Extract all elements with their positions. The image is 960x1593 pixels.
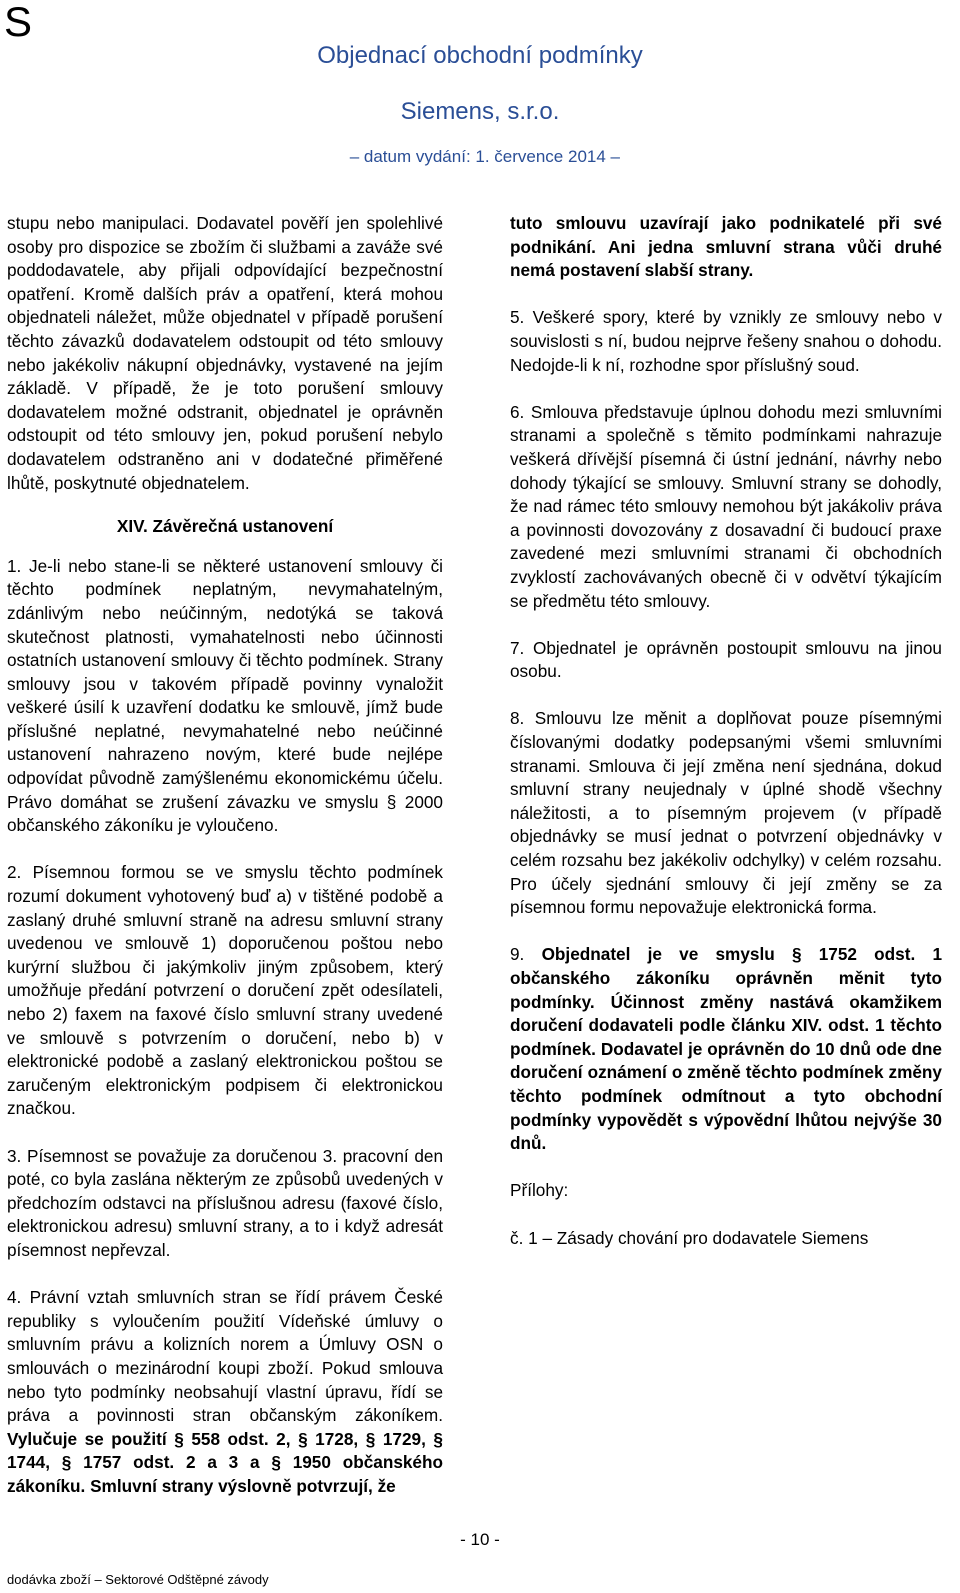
paragraph-clause-4 xyxy=(7,1286,443,1498)
footer-text: dodávka zboží – Sektorové Odštěpné závody xyxy=(7,1572,269,1587)
paragraph-clause-4-continued: tuto smlouvu uzavírají jako podnikatelé při své podnikání. Ani jedna smluvní strana vůči druhé nemá postavení slabší strany. xyxy=(510,213,942,281)
company-name: Siemens, s.r.o. xyxy=(400,98,560,125)
paragraph-clause-1: 1. Je-li nebo stane-li se některé ustanovení smlouvy či těchto podmínek neplatným, nevymahatelným, zdánlivým nebo neúčinným, nedotýká se taková skutečnost platnosti, vymahatelnosti nebo účinnosti ostatních ustanovení smlouvy či těchto podmínek. Strany smlouvy jsou v takovém případě povinny vynaložit veškeré úsilí k uzavření dodatku ke smlouvě, jímž bude příslušné neplatné, nevymahatelné nebo neúčinné ustanovení nahrazeno novým, které bude nejlépe odpovídat původně zamýšlenému ekonomickému účelu. Právo domáhat se zrušení závazku ve smyslu § 2000 občanského zákoníku je vyloučeno. xyxy=(7,555,443,836)
paragraph-clause-7: 7. Objednatel je oprávněn postoupit smlouvu na jinou osobu. xyxy=(510,637,942,682)
page-number: - 10 - xyxy=(460,1530,500,1549)
section-heading-xiv: XIV. Závěrečná ustanovení xyxy=(116,516,334,537)
right-column xyxy=(510,212,942,1250)
paragraph-clause-2: 2. Písemnou formou se ve smyslu těchto podmínek rozumí dokument vyhotovený buď a) v tištěné podobě a zaslaný druhé smluvní straně na adresu smluvní strany uvedenou ve smlouvě 1) doporučenou poštou nebo kurýrní službou či jakýmkoliv jiným způsobem, který umožňuje předání potvrzení o doručení zpět odesílateli, nebo 2) faxem na faxové číslo smluvní strany uvedené ve smlouvě s potvrzením o doručení, nebo b) v elektronické podobě a zaslaný elektronickou poštou se zaručeným elektronickým podpisem či elektronickou značkou. xyxy=(7,862,443,1119)
attachment-item-1: č. 1 – Zásady chování pro dodavatele Siemens xyxy=(510,1227,869,1248)
paragraph-clause-3: 3. Písemnost se považuje za doručenou 3. pracovní den poté, co byla zaslána některým ze způsobů uvedených v předchozím odstavci na příslušnou adresu (faxové číslo, elektronickou adresu) smluvní strany, a to i když adresát písemnost nepřevzal. xyxy=(7,1145,443,1260)
attachments-label: Přílohy: xyxy=(510,1180,569,1201)
paragraph-clause-9 xyxy=(510,943,942,1155)
siemens-logo-letter: S xyxy=(4,0,33,45)
clause-4-text: 4. Právní vztah smluvních stran se řídí právem České republiky s vyloučením použití Vídeňské úmluvy o smluvním právu a kolizních norem a Úmluvy OSN o smlouvách o mezinárodní koupi zboží. Pokud smlouva nebo tyto podmínky neobsahují vlastní úpravu, řídí se práva a povinnosti stran občanským zákoníkem. xyxy=(7,1287,443,1426)
paragraph-clause-6: 6. Smlouva představuje úplnou dohodu mezi smluvními stranami a společně s těmito podmínkami nahrazuje veškerá dřívější písemná či ústní jednání, návrhy nebo dohody týkající se smlouvy. Smluvní strany se dohodly, že nad rámec této smlouvy nemohou být jakákoliv práva a povinnosti dovozovány z dosavadní či budoucí praxe zavedené mezi smluvními stranami či obchodních zvyklostí zachovávaných obecně či v odvětví týkajícím se předmětu této smlouvy. xyxy=(510,401,942,611)
left-column xyxy=(7,212,443,1498)
paragraph-clause-5: 5. Veškeré spory, které by vznikly ze smlouvy nebo v souvislosti s ní, budou nejprve řešeny snahou o dohodu. Nedojde-li k ní, rozhodne spor příslušný soud. xyxy=(510,307,942,375)
clause-9-bold-text: Objednatel je ve smyslu § 1752 odst. 1 občanského zákoníku oprávněn měnit tyto podmínky. Účinnost změny nastává okamžikem doručení dodavateli podle článku XIV. odst. 1 těchto podmínek. Dodavatel je oprávněn do 10 dnů ode dne doručení oznámení o změně těchto podmínek změny těchto podmínek odmítnout a tyto obchodní podmínky vypovědět s výpovědní lhůtou nejvýše 30 dnů. xyxy=(510,944,943,1154)
clause-9-number: 9. xyxy=(510,944,542,965)
paragraph-security-continued: stupu nebo manipulaci. Dodavatel pověří jen spolehlivé osoby pro dispozice se zbožím či službami a zaváže své poddodavatele, aby přijali odpovídající bezpečnostní opatření. Kromě dalších práv a opatření, která mohou objednateli náležet, může objednatel v případě porušení těchto závazků dodavatelem odstoupit od této smlouvy nebo jakékoliv nákupní objednávky, vystavené na jejím základě. V případě, že je toto porušení smlouvy dodavatelem možné odstranit, objednatel je oprávněn odstoupit od této smlouvy jen, pokud porušení nebylo dodavatelem odstraněno ani v dodatečné přiměřené lhůtě, poskytnuté objednatelem. xyxy=(7,213,443,493)
paragraph-clause-8: 8. Smlouvu lze měnit a doplňovat pouze písemnými číslovanými dodatky podepsanými všemi smluvními stranami. Smlouva či její změna není sjednána, dokud smluvní strany neujednaly v úplné shodě všechny náležitosti, a to písemným projevem (v případě objednávky se musí jednat o potvrzení objednávky v celém rozsahu bez jakékoliv odchylky) v celém rozsahu. Pro účely sjednání smlouvy či její změny se za písemnou formu nepovažuje elektronická forma. xyxy=(510,708,942,918)
clause-4-bold-text: Vylučuje se použití § 558 odst. 2, § 1728, § 1729, § 1744, § 1757 odst. 2 a 3 a § 1950 občanského zákoníku. Smluvní strany výslovně potvrzují, že xyxy=(7,1428,443,1496)
document-title: Objednací obchodní podmínky xyxy=(317,42,643,69)
issue-date: – datum vydání: 1. července 2014 – xyxy=(349,147,620,166)
